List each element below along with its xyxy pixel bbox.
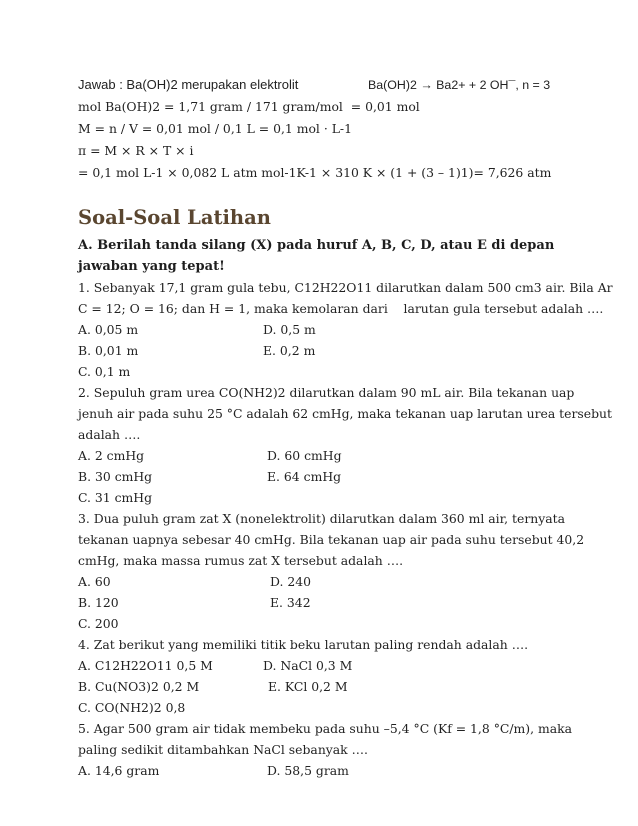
question-2-option-a: A. 2 cmHg: [78, 448, 145, 463]
question-5-line-2: paling sedikit ditambahkan NaCl sebanyak ….: [78, 742, 368, 757]
question-4-option-c: C. CO(NH2)2 0,8: [78, 700, 186, 715]
question-3-option-d: D. 240: [270, 574, 312, 589]
jawab-line-3: M = n / V = 0,01 mol / 0,1 L = 0,1 mol · L-1: [78, 121, 352, 136]
jawab-line-2: mol Ba(OH)2 = 1,71 gram / 171 gram/mol = 0,01 mol: [78, 99, 420, 114]
question-3-option-c: C. 200: [78, 616, 119, 631]
question-1-line-1: 1. Sebanyak 17,1 gram gula tebu, C12H22O11 dilarutkan dalam 500 cm3 air. Bila Ar: [78, 280, 613, 295]
question-1-option-e: E. 0,2 m: [263, 343, 316, 358]
question-4-option-b: B. Cu(NO3)2 0,2 M: [78, 679, 200, 694]
question-2-option-c: C. 31 cmHg: [78, 490, 153, 505]
question-2-line-3: adalah ….: [78, 427, 141, 442]
instruction-line-1: A. Berilah tanda silang (X) pada huruf A, B, C, D, atau E di depan: [78, 238, 555, 253]
question-4-option-a: A. C12H22O11 0,5 M: [78, 658, 213, 673]
question-4-line-1: 4. Zat berikut yang memiliki titik beku larutan paling rendah adalah ….: [78, 637, 529, 652]
question-2-line-2: jenuh air pada suhu 25 °C adalah 62 cmHg, maka tekanan uap larutan urea tersebut: [78, 406, 613, 421]
question-1-option-d: D. 0,5 m: [263, 322, 316, 337]
question-4-option-d: D. NaCl 0,3 M: [263, 658, 353, 673]
question-2-line-1: 2. Sepuluh gram urea CO(NH2)2 dilarutkan dalam 90 mL air. Bila tekanan uap: [78, 385, 575, 400]
jawab-line-4: π = M × R × T × i: [78, 143, 194, 158]
question-5-line-1: 5. Agar 500 gram air tidak membeku pada suhu –5,4 °C (Kf = 1,8 °C/m), maka: [78, 721, 573, 736]
question-2-option-e: E. 64 cmHg: [267, 469, 342, 484]
question-5-option-d: D. 58,5 gram: [267, 763, 349, 778]
question-3-line-3: cmHg, maka massa rumus zat X tersebut adalah ….: [78, 553, 404, 568]
question-3-line-1: 3. Dua puluh gram zat X (nonelektrolit) dilarutkan dalam 360 ml air, ternyata: [78, 511, 566, 526]
question-4-option-e: E. KCl 0,2 M: [268, 679, 348, 694]
jawab-line-1: Jawab : Ba(OH)2 merupakan elektrolit: [78, 77, 299, 92]
question-1-option-b: B. 0,01 m: [78, 343, 139, 358]
question-3-option-b: B. 120: [78, 595, 119, 610]
jawab-line-5: = 0,1 mol L-1 × 0,082 L atm mol-1K-1 × 310 K × (1 + (3 – 1)1)= 7,626 atm: [78, 165, 552, 180]
question-3-option-a: A. 60: [78, 574, 111, 589]
jawab-line-1-equation: Ba(OH)2 → Ba2+ + 2 OH¯, n = 3: [368, 78, 551, 92]
question-3-option-e: E. 342: [270, 595, 311, 610]
question-2-option-d: D. 60 cmHg: [267, 448, 342, 463]
question-1-line-2: C = 12; O = 16; dan H = 1, maka kemolaran dari larutan gula tersebut adalah ….: [78, 301, 604, 316]
question-2-option-b: B. 30 cmHg: [78, 469, 153, 484]
instruction-line-2: jawaban yang tepat!: [78, 259, 225, 274]
section-title: Soal-Soal Latihan: [78, 206, 271, 229]
question-1-option-c: C. 0,1 m: [78, 364, 131, 379]
question-1-option-a: A. 0,05 m: [78, 322, 139, 337]
question-5-option-a: A. 14,6 gram: [78, 763, 160, 778]
question-3-line-2: tekanan uapnya sebesar 40 cmHg. Bila tekanan uap air pada suhu tersebut 40,2: [78, 532, 585, 547]
